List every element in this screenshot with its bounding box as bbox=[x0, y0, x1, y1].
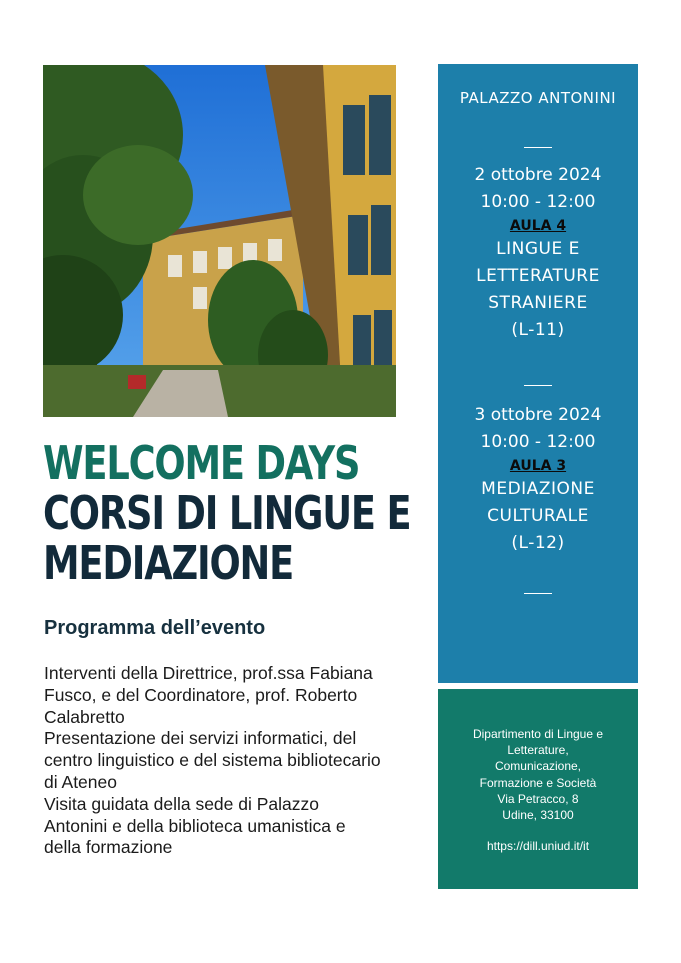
session-1 bbox=[438, 162, 638, 344]
department-line: Dipartimento di Lingue e bbox=[472, 727, 604, 741]
department-line: Comunicazione, bbox=[494, 759, 582, 774]
divider bbox=[524, 385, 552, 386]
session-2 bbox=[438, 402, 638, 557]
building-photo bbox=[43, 65, 396, 417]
session-course-line: LINGUE E bbox=[496, 239, 580, 259]
event-title bbox=[43, 438, 413, 588]
program-item: Visita guidata della sede di Palazzo Antonini e della biblioteca umanistica e della formazione bbox=[44, 793, 346, 858]
department-line: Udine, 33100 bbox=[502, 808, 574, 823]
department-line: Formazione e Società bbox=[479, 775, 597, 790]
session-course-line: CULTURALE bbox=[487, 506, 589, 526]
session-course-line: (L-12) bbox=[511, 533, 565, 553]
program-item: Presentazione dei servizi informatici, del centro linguistico e del sistema bibliotecario di Ateneo bbox=[44, 728, 381, 792]
session-room: AULA 4 bbox=[509, 218, 567, 234]
session-time: 10:00 - 12:00 bbox=[480, 192, 596, 212]
session-course-line: MEDIAZIONE bbox=[481, 479, 595, 499]
divider bbox=[524, 147, 552, 148]
department-line: Via Petracco, 8 bbox=[497, 791, 579, 806]
title-welcome-days: WELCOME DAYS bbox=[43, 436, 360, 490]
session-course-line: STRANIERE bbox=[488, 293, 588, 313]
divider bbox=[524, 593, 552, 594]
department-address bbox=[452, 726, 624, 823]
title-mediation: MEDIAZIONE bbox=[43, 536, 294, 590]
session-date: 2 ottobre 2024 bbox=[474, 165, 602, 185]
title-courses: CORSI DI LINGUE E bbox=[43, 486, 411, 540]
department-url[interactable]: https://dill.uniud.it/it bbox=[486, 839, 590, 853]
program-list bbox=[44, 663, 384, 859]
schedule-panel bbox=[438, 64, 638, 683]
program-heading: Programma dell’evento bbox=[44, 617, 266, 639]
venue-name: PALAZZO ANTONINI bbox=[459, 89, 617, 107]
session-room: AULA 3 bbox=[509, 458, 567, 474]
session-course-line: LETTERATURE bbox=[476, 266, 600, 286]
session-time: 10:00 - 12:00 bbox=[480, 432, 596, 452]
session-date: 3 ottobre 2024 bbox=[474, 405, 602, 425]
department-panel bbox=[438, 689, 638, 889]
department-line: Letterature, bbox=[507, 743, 569, 758]
session-course-line: (L-11) bbox=[511, 320, 565, 340]
program-item: Interventi della Direttrice, prof.ssa Fabiana Fusco, e del Coordinatore, prof. Roberto Calabretto bbox=[44, 663, 373, 727]
